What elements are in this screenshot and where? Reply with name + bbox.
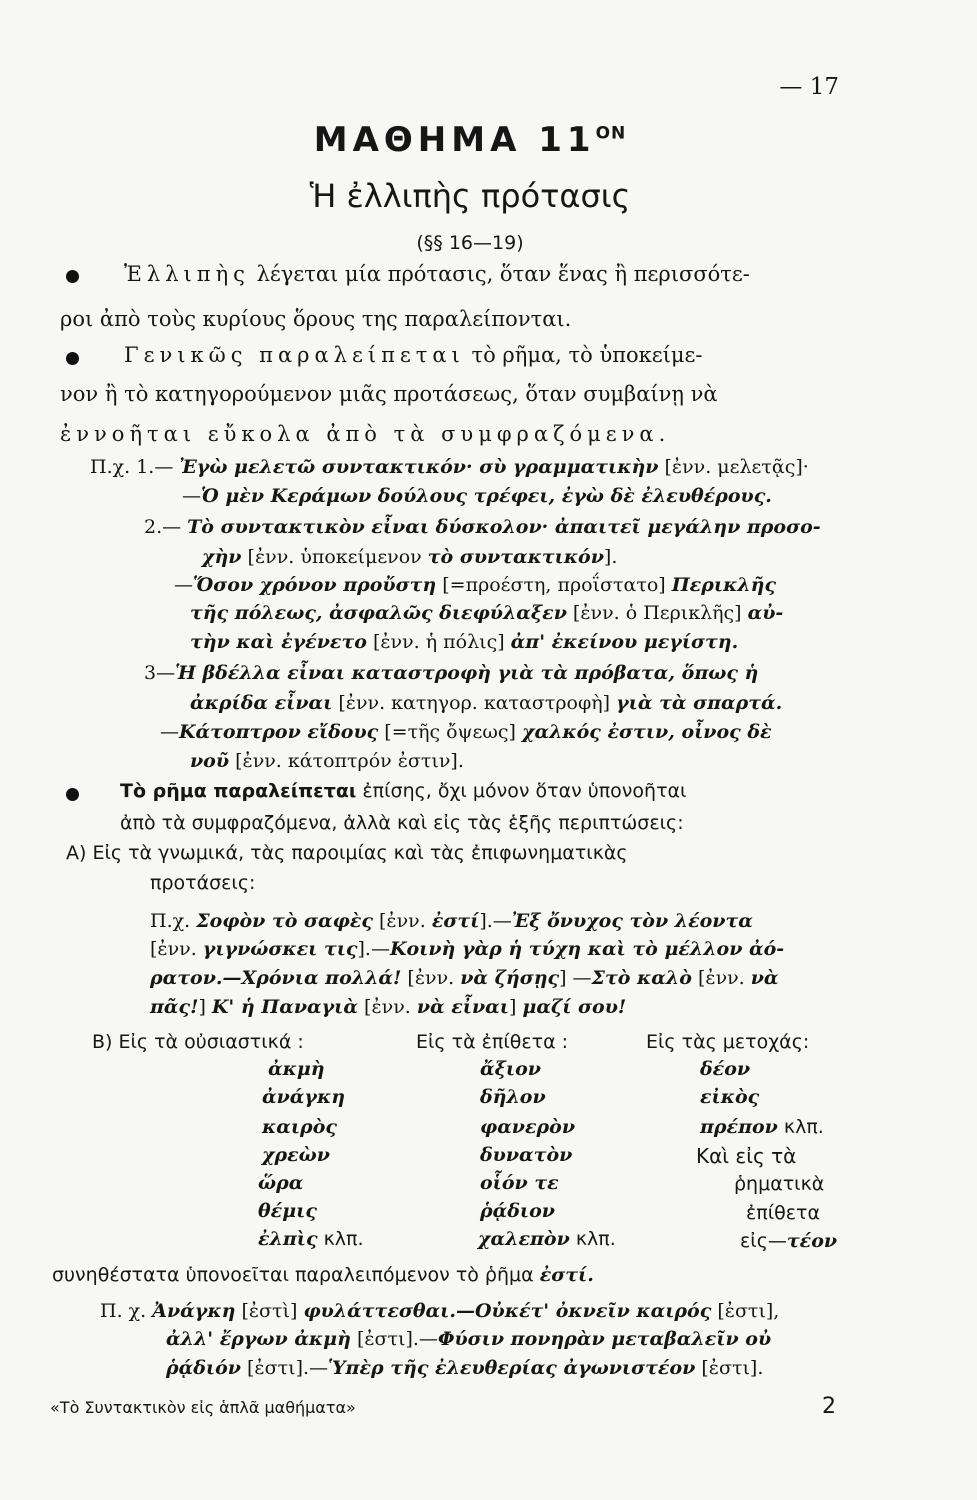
bullet-icon [66, 788, 79, 801]
conclusion-line: συνηθέστατα ὑπονοεῖται παραλειπόμενον τὸ ῥῆμα ἐστί. [52, 1264, 594, 1286]
adjective-item: χαλεπὸν κλπ. [478, 1228, 616, 1250]
example-line: νοῦ [ἐνν. κάτοπτρόν ἐστιν]. [190, 750, 464, 772]
page-title: Ἡ ἐλλιπὴς πρότασις [309, 177, 631, 215]
bullet-icon [66, 352, 79, 365]
participle-item: πρέπον κλπ. [700, 1116, 824, 1138]
rule1-line1: Ἐλλιπὴς λέγεται μία πρότασις, ὅταν ἕνας ἢ περισσότε- [124, 262, 750, 286]
adjective-item: ἄξιον [480, 1058, 541, 1080]
footer-signature-number: 2 [822, 1394, 836, 1419]
adjective-item: φανερὸν [480, 1116, 576, 1138]
rule2-line3: ἐννοῆται εὔκολα ἀπὸ τὰ συμφραζόμενα. [60, 422, 671, 446]
proverb-line: [ἐνν. γιγνώσκει τις].—Κοινὴ γὰρ ἡ τύχη καὶ τὸ μέλλον ἀό- [150, 938, 785, 960]
noun-item: χρεὼν [262, 1144, 330, 1166]
example-line: ἀκρίδα εἶναι [ἐνν. κατηγορ. καταστροφὴ] γιὰ τὰ σπαρτά. [190, 692, 783, 714]
example-line: 3—Ἡ βδέλλα εἶναι καταστροφὴ γιὰ τὰ πρόβατα, ὅπως ἡ [144, 662, 759, 684]
note-line: ῥηματικὰ [734, 1173, 825, 1195]
example-line: τὴν καὶ ἐγένετο [ἐνν. ἡ πόλις] ἀπ' ἐκείνου μεγίστη. [190, 631, 739, 653]
final-example-line: ἀλλ' ἔργων ἀκμὴ [ἐστι].—Φύσιν πονηρὰν μεταβαλεῖν οὐ [166, 1328, 772, 1350]
rule3-case-a: Α) Εἰς τὰ γνωμικά, τὰς παροιμίας καὶ τὰς ἐπιφωνηματικὰς [66, 842, 628, 864]
example-line: —Κάτοπτρον εἴδους [=τῆς ὄψεως] χαλκός ἐστιν, οἶνος δὲ [160, 721, 772, 743]
example-line: —Ὁ μὲν Κεράμων δούλους τρέφει, ἐγὼ δὲ ἐλευθέρους. [182, 485, 772, 507]
adjective-item: ῥᾴδιον [480, 1200, 555, 1222]
note-line: Καὶ εἰς τὰ [696, 1144, 797, 1168]
noun-item: καιρὸς [262, 1116, 337, 1138]
noun-item: ἐλπὶς κλπ. [258, 1228, 364, 1250]
rule3-line1: Τὸ ρῆμα παραλείπεται ἐπίσης, ὄχι μόνον ὅταν ὑπονοῆται [120, 780, 687, 802]
section-reference: (§§ 16—19) [416, 232, 524, 254]
proverb-line: πᾶς!] Κ' ἡ Παναγιὰ [ἐνν. νὰ εἶναι] μαζί σου! [150, 996, 627, 1018]
noun-item: ἀνάγκη [262, 1086, 346, 1108]
participle-item: εἰκὸς [700, 1086, 760, 1108]
adjective-item: οἷόν τε [480, 1172, 559, 1194]
noun-item: ἀκμὴ [268, 1058, 325, 1080]
note-line: ἐπίθετα [746, 1202, 820, 1224]
example-line: χὴν [ἐνν. ὑποκείμενον τὸ συντακτικόν]. [202, 546, 618, 568]
lesson-superscript: ΟΝ [595, 123, 627, 144]
bullet-icon [66, 270, 79, 283]
note-line: εἰς—τέον [740, 1230, 838, 1252]
adjective-item: δῆλον [480, 1086, 546, 1108]
final-example-line: Π. χ. Ἀνάγκη [ἐστὶ] φυλάττεσθαι.—Οὐκέτ' ὀκνεῖν καιρός [ἐστι], [100, 1300, 780, 1322]
lesson-heading: ΜΑΘΗΜΑ $11^{ON}$ [313, 120, 627, 160]
rule1-line2: ροι ἀπὸ τοὺς κυρίους ὅρους της παραλείπονται. [60, 307, 572, 331]
proverb-line: ρατον.—Χρόνια πολλά! [ἐνν. νὰ ζήσῃς] —Στὸ καλὸ [ἐνν. νὰ [150, 967, 779, 989]
adjective-item: δυνατὸν [480, 1144, 573, 1166]
noun-item: ὥρα [258, 1172, 304, 1194]
example-line: Π.χ. 1.— Ἐγὼ μελετῶ συντακτικόν· σὺ γραμματικὴν [ἐνν. μελετᾷς]· [90, 456, 809, 478]
participle-item: δέον [700, 1058, 751, 1080]
rule2-line2: νον ἢ τὸ κατηγορούμενον μιᾶς προτάσεως, ὅταν συμβαίνῃ νὰ [60, 382, 718, 406]
participles-header: Εἰς τὰς μετοχάς: [646, 1031, 810, 1053]
noun-item: θέμις [258, 1200, 317, 1222]
nouns-header: Β) Εἰς τὰ οὐσιαστικά : [92, 1031, 304, 1053]
rule2-line1: Γενικῶς παραλείπεται τὸ ρῆμα, τὸ ὑποκείμε- [124, 343, 703, 367]
example-line: —Ὅσον χρόνον προὔστη [=προέστη, προΐστατο] Περικλῆς [174, 574, 777, 596]
adjectives-header: Εἰς τὰ ἐπίθετα : [416, 1031, 569, 1053]
rule3-case-a-line2: προτάσεις: [150, 872, 256, 894]
final-example-line: ῥᾴδιόν [ἐστι].—Ὑπὲρ τῆς ἐλευθερίας ἀγωνιστέον [ἐστι]. [166, 1357, 764, 1379]
footer-book-title: «Τὸ Συντακτικὸν εἰς ἁπλᾶ μαθήματα» [50, 1398, 356, 1417]
proverb-line: Π.χ. Σοφὸν τὸ σαφὲς [ἐνν. ἐστί].—Ἐξ ὄνυχος τὸν λέοντα [150, 910, 753, 932]
rule3-line2: ἀπὸ τὰ συμφραζόμενα, ἀλλὰ καὶ εἰς τὰς ἑξῆς περιπτώσεις: [120, 812, 684, 834]
page-number: — 17 [779, 74, 839, 100]
example-line: τῆς πόλεως, ἀσφαλῶς διεφύλαξεν [ἐνν. ὁ Περικλῆς] αὐ- [190, 602, 784, 624]
example-line: 2.— Τὸ συντακτικὸν εἶναι δύσκολον· ἀπαιτεῖ μεγάλην προσο- [144, 516, 821, 538]
